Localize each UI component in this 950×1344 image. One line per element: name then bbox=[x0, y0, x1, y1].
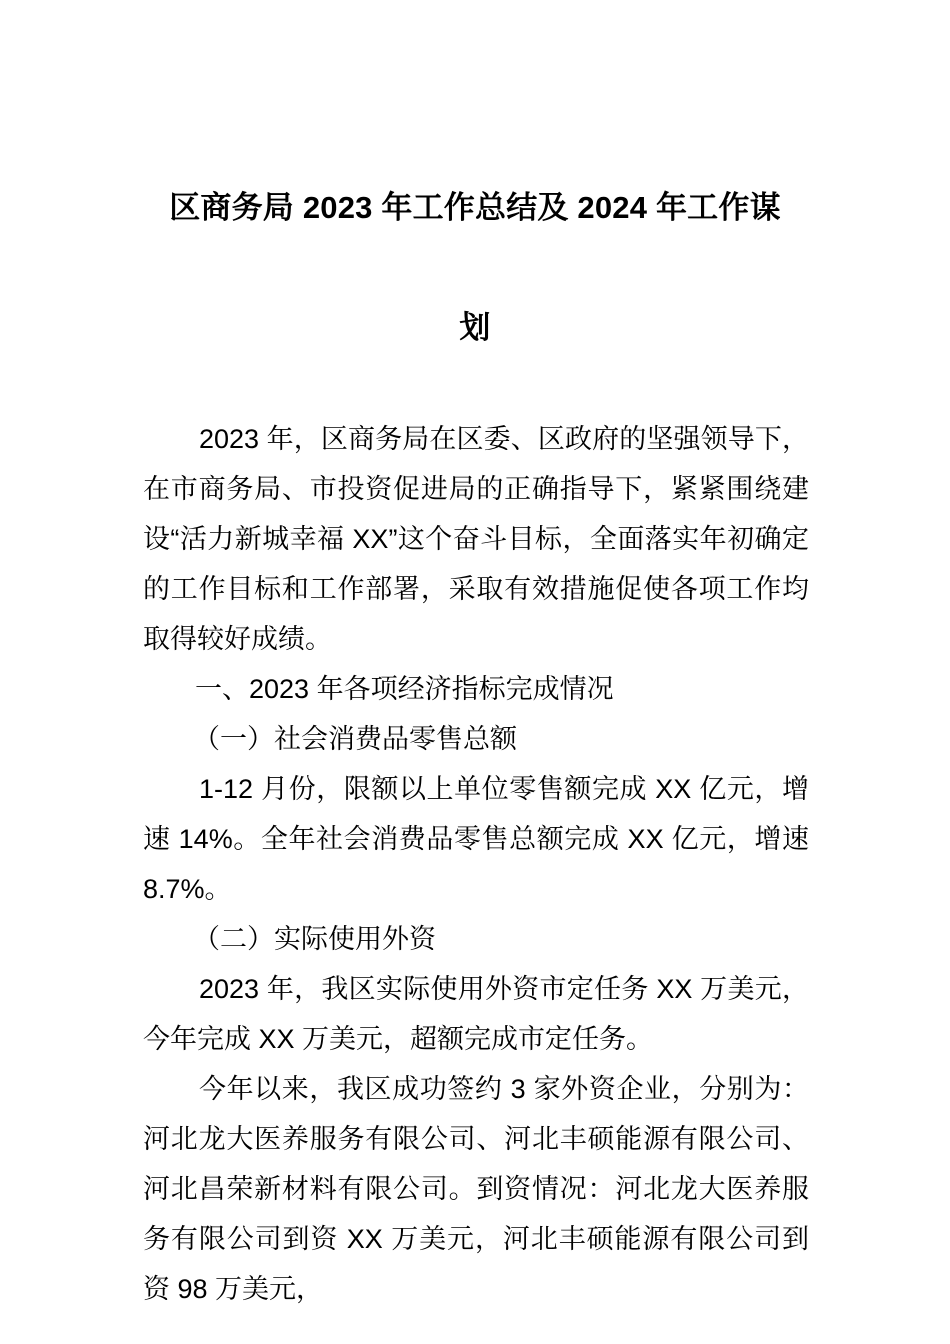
subheading-1-2: （二）实际使用外资 bbox=[193, 924, 436, 954]
subheading-1-1: （一）社会消费品零售总额 bbox=[193, 724, 517, 754]
page-title-line-2: 划 bbox=[459, 310, 491, 345]
paragraph-intro: 2023 年，区商务局在区委、区政府的坚强领导下，在市商务局、市投资促进局的正确指导下，紧紧围绕建设“活力新城幸福 XX”这个奋斗目标，全面落实年初确定的工作目标和工作部署，采取有效措施促使各项工作均取得较好成绩。 bbox=[143, 424, 809, 654]
paragraph-foreign-capital-signings: 今年以来，我区成功签约 3 家外资企业，分别为：河北龙大医养服务有限公司、河北丰硕能源有限公司、河北昌荣新材料有限公司。到资情况：河北龙大医养服务有限公司到资 XX 万美元，河北丰硕能源有限公司到资 98 万美元， bbox=[143, 1074, 809, 1304]
document-body bbox=[143, 414, 809, 1314]
paragraph-retail-detail: 1-12 月份，限额以上单位零售额完成 XX 亿元，增速 14%。全年社会消费品零售总额完成 XX 亿元，增速 8.7%。 bbox=[143, 774, 809, 904]
paragraph-foreign-capital-task: 2023 年，我区实际使用外资市定任务 XX 万美元，今年完成 XX 万美元，超额完成市定任务。 bbox=[143, 974, 809, 1054]
heading-section-1: 一、2023 年各项经济指标完成情况 bbox=[195, 674, 614, 704]
page-title bbox=[140, 148, 810, 388]
page-title-line-1: 区商务局 2023 年工作总结及 2024 年工作谋 bbox=[169, 190, 781, 225]
